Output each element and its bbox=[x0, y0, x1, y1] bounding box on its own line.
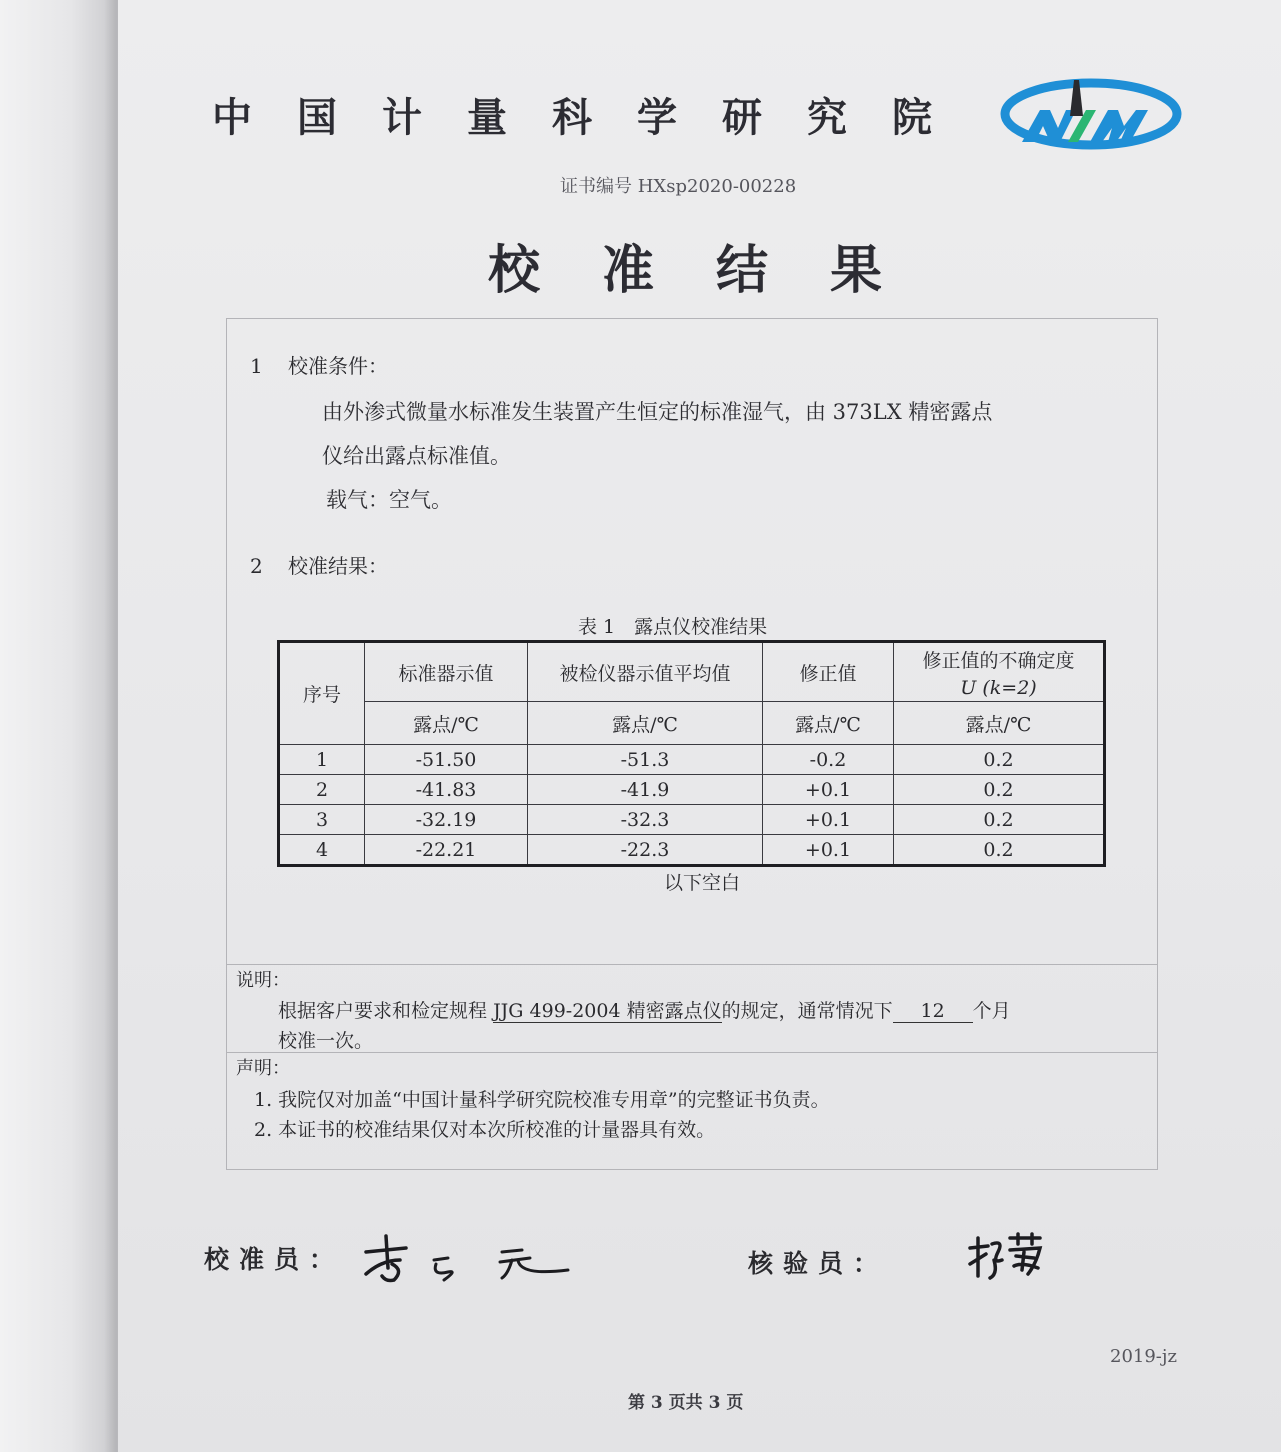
form-code: 2019-jz bbox=[1110, 1346, 1177, 1367]
explanation-text-c: 个月 bbox=[972, 1000, 1011, 1022]
explanation-line1 bbox=[278, 996, 1011, 1023]
row-unc: 0.2 bbox=[894, 775, 1105, 805]
section1-line3: 载气：空气。 bbox=[326, 488, 452, 512]
section2-number: 2 bbox=[250, 554, 263, 578]
section2-heading: 校准结果： bbox=[288, 554, 388, 578]
col-unc-header bbox=[894, 642, 1105, 702]
row-std: -32.19 bbox=[365, 805, 528, 835]
unit-unc: 露点/℃ bbox=[894, 702, 1105, 745]
table-header-row bbox=[279, 642, 1105, 702]
explanation-text-b: 的规定，通常情况下 bbox=[721, 1000, 893, 1022]
row-unc: 0.2 bbox=[894, 745, 1105, 775]
book-binding bbox=[0, 0, 118, 1452]
verifier-signature bbox=[964, 1230, 1046, 1282]
verifier-label: 核验员： bbox=[748, 1249, 889, 1278]
statement-divider bbox=[226, 1052, 1158, 1053]
table-row bbox=[279, 805, 1105, 835]
col-unc-title: 修正值的不确定度 bbox=[922, 649, 1075, 672]
table-row bbox=[279, 835, 1105, 866]
row-unc: 0.2 bbox=[894, 835, 1105, 866]
table-unit-row bbox=[279, 702, 1105, 745]
calibration-table bbox=[277, 640, 1106, 867]
calibration-interval: 12 bbox=[893, 1000, 973, 1023]
table-row bbox=[279, 775, 1105, 805]
row-corr: +0.1 bbox=[763, 805, 894, 835]
regulation-reference: JJG 499-2004 精密露点仪 bbox=[493, 1000, 722, 1022]
statement-heading: 声明： bbox=[236, 1058, 290, 1079]
row-std: -22.21 bbox=[365, 835, 528, 866]
row-dut: -51.3 bbox=[528, 745, 763, 775]
section1-heading: 校准条件： bbox=[288, 354, 388, 378]
table-caption: 表 1 露点仪校准结果 bbox=[578, 616, 768, 638]
calibrator-signature bbox=[352, 1230, 574, 1286]
section1-number: 1 bbox=[250, 354, 263, 378]
row-corr: -0.2 bbox=[763, 745, 894, 775]
row-seq: 1 bbox=[279, 745, 365, 775]
unit-corr: 露点/℃ bbox=[763, 702, 894, 745]
row-dut: -32.3 bbox=[528, 805, 763, 835]
certificate-value: HXsp2020-00228 bbox=[637, 176, 797, 197]
col-corr-header: 修正值 bbox=[763, 642, 894, 702]
row-corr: +0.1 bbox=[763, 835, 894, 866]
blank-below-note: 以下空白 bbox=[664, 872, 741, 894]
page-number: 第 3 页共 3 页 bbox=[628, 1393, 744, 1413]
unit-std: 露点/℃ bbox=[365, 702, 528, 745]
statement-item1: 1. 我院仅对加盖“中国计量科学研究院校准专用章”的完整证书负责。 bbox=[254, 1089, 830, 1111]
section1-line1: 由外渗式微量水标准发生装置产生恒定的标准湿气，由 373LX 精密露点 bbox=[322, 400, 993, 424]
row-std: -41.83 bbox=[365, 775, 528, 805]
row-corr: +0.1 bbox=[763, 775, 894, 805]
row-dut: -41.9 bbox=[528, 775, 763, 805]
row-std: -51.50 bbox=[365, 745, 528, 775]
calibrator-label: 校准员： bbox=[204, 1245, 345, 1274]
statement-item2: 2. 本证书的校准结果仅对本次所校准的计量器具有效。 bbox=[254, 1119, 716, 1141]
table-row bbox=[279, 745, 1105, 775]
row-seq: 4 bbox=[279, 835, 365, 866]
row-seq: 2 bbox=[279, 775, 365, 805]
col-seq-header: 序号 bbox=[279, 642, 365, 745]
row-seq: 3 bbox=[279, 805, 365, 835]
row-unc: 0.2 bbox=[894, 805, 1105, 835]
explanation-text-a: 根据客户要求和检定规程 bbox=[278, 1000, 488, 1022]
col-std-header: 标准器示值 bbox=[365, 642, 528, 702]
nim-logo bbox=[1000, 76, 1182, 150]
explanation-divider bbox=[226, 964, 1158, 965]
explanation-heading: 说明： bbox=[236, 970, 290, 991]
col-unc-subtitle: U (k=2) bbox=[960, 676, 1037, 699]
certificate-label: 证书编号 bbox=[560, 176, 632, 197]
explanation-line2: 校准一次。 bbox=[278, 1030, 374, 1052]
section1-line2: 仪给出露点标准值。 bbox=[322, 444, 511, 468]
page-title: 校准结果 bbox=[488, 240, 945, 301]
col-dut-header: 被检仪器示值平均值 bbox=[528, 642, 763, 702]
row-dut: -22.3 bbox=[528, 835, 763, 866]
organization-name: 中国计量科学研究院 bbox=[212, 94, 977, 141]
certificate-number bbox=[560, 172, 796, 198]
unit-dut: 露点/℃ bbox=[528, 702, 763, 745]
